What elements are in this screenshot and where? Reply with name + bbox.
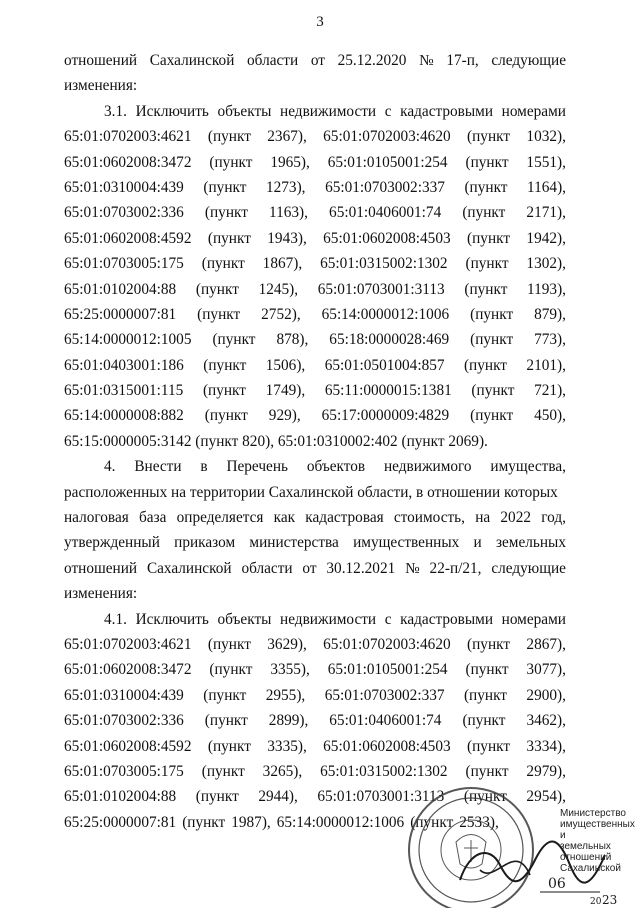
- word: 3335),: [267, 737, 307, 755]
- word: Сахалинской: [146, 559, 232, 577]
- word: имущественных: [353, 534, 460, 552]
- text-line: [64, 277, 566, 302]
- word: 1193),: [527, 280, 566, 298]
- text-line: [64, 454, 566, 479]
- word: 1032),: [526, 128, 566, 146]
- word: номерами: [501, 610, 566, 628]
- word: 65:01:0702003:4621: [64, 128, 192, 146]
- word: 65:01:0602008:4503: [323, 737, 451, 755]
- text-line: [64, 302, 566, 327]
- word: 65:14:0000012:1006: [321, 305, 450, 323]
- word: (пункт: [467, 229, 511, 247]
- text-line: [64, 480, 566, 505]
- text-line: [64, 683, 566, 708]
- word: 65:01:0703001:3113: [317, 788, 445, 806]
- word: 3265),: [262, 762, 303, 780]
- word: 2955),: [265, 686, 306, 704]
- text-line: [64, 403, 566, 428]
- word: от: [310, 52, 325, 69]
- word: расположенных на территории Сахалинской области, в отношении которых: [64, 483, 558, 501]
- word: 65:14:0000008:882: [64, 407, 184, 425]
- word: 30.12.2021: [326, 559, 396, 577]
- word: 65:01:0406001:74: [329, 204, 442, 222]
- word: 3629),: [267, 635, 307, 653]
- text-line: [64, 48, 566, 73]
- text-line: [64, 200, 566, 225]
- word: 721),: [534, 382, 566, 400]
- text-line: [64, 175, 566, 200]
- text-line: [64, 429, 566, 454]
- word: 2899),: [268, 712, 309, 730]
- word: изменения:: [64, 585, 138, 603]
- word: отношений: [64, 559, 138, 577]
- word: 2900),: [526, 686, 566, 704]
- svg-text:06: 06: [548, 876, 566, 892]
- word: (пункт: [410, 813, 454, 831]
- text-line: [64, 99, 566, 124]
- text-line: [64, 632, 566, 657]
- word: 65:01:0105001:254: [327, 661, 448, 679]
- word: 2867),: [526, 635, 566, 653]
- word: (пункт: [207, 128, 251, 146]
- word: (пункт: [467, 635, 511, 653]
- word: земельных: [495, 534, 566, 552]
- text-line: [64, 581, 566, 606]
- word: (пункт: [203, 178, 247, 196]
- word: (пункт: [209, 661, 253, 679]
- word: определяется: [176, 509, 264, 527]
- word: №: [419, 52, 434, 69]
- word: 1273),: [265, 178, 306, 196]
- word: Сахалинской: [149, 52, 235, 69]
- text-line: [64, 378, 566, 403]
- word: 65:01:0703005:175: [64, 762, 184, 780]
- word: (пункт: [201, 255, 245, 273]
- text-line: [64, 530, 566, 555]
- word: кадастровыми: [400, 610, 494, 628]
- word: 65:01:0102004:88: [64, 280, 177, 298]
- word: 1987),: [231, 813, 271, 831]
- word: недвижимости: [280, 102, 377, 120]
- word: 2101),: [526, 356, 566, 374]
- word: 65:25:0000007:81: [64, 813, 177, 831]
- word: (пункт: [207, 635, 251, 653]
- word: 450),: [534, 407, 566, 425]
- word: (пункт: [465, 661, 509, 679]
- word: объекты: [217, 102, 272, 120]
- word: (пункт: [195, 788, 239, 806]
- word: следующие: [491, 52, 566, 69]
- word: 65:01:0403001:186: [64, 356, 184, 374]
- text-line: [64, 353, 566, 378]
- word: (пункт: [464, 178, 508, 196]
- word: 1942),: [526, 229, 566, 247]
- word: 929),: [268, 407, 301, 425]
- word: (пункт: [463, 788, 507, 806]
- word: 773),: [534, 331, 566, 349]
- word: приказом: [174, 534, 236, 552]
- word: 1943),: [267, 229, 307, 247]
- word: (пункт: [201, 762, 245, 780]
- svg-text:20: 20: [590, 897, 602, 907]
- word: 65:01:0315001:115: [64, 382, 184, 400]
- word: недвижимого: [383, 458, 472, 476]
- text-line: [64, 226, 566, 251]
- text-line: [64, 607, 566, 632]
- word: 65:01:0702003:4621: [64, 635, 192, 653]
- word: Внести: [134, 458, 182, 476]
- stamp-caption: [560, 808, 640, 874]
- word: 2979),: [526, 762, 566, 780]
- word: (пункт: [464, 280, 508, 298]
- word: 65:14:0000012:1006: [276, 813, 405, 831]
- text-line: [64, 556, 566, 581]
- word: 4.: [104, 458, 116, 476]
- text-line: [64, 657, 566, 682]
- word: 2752),: [261, 305, 301, 323]
- word: 1163),: [269, 204, 308, 222]
- page-number: 3: [316, 14, 324, 30]
- word: 65:01:0602008:3472: [64, 153, 192, 171]
- word: области: [241, 559, 293, 577]
- word: следующие: [491, 559, 566, 577]
- word: и: [473, 534, 482, 552]
- word: 65:01:0703002:336: [64, 204, 184, 222]
- word: (пункт: [203, 686, 247, 704]
- svg-text:23: 23: [602, 893, 618, 907]
- word: 65:01:0703002:337: [325, 178, 445, 196]
- word: 65:01:0602008:4592: [64, 737, 192, 755]
- word: (пункт: [470, 331, 514, 349]
- word: 65:01:0602008:4592: [64, 229, 192, 247]
- word: 65:01:0602008:3472: [64, 661, 192, 679]
- word: 1164),: [527, 178, 566, 196]
- word: (пункт: [204, 712, 248, 730]
- word: отношений: [64, 52, 138, 69]
- word: объектов: [306, 458, 366, 476]
- word: 879),: [534, 305, 566, 323]
- word: (пункт: [465, 762, 509, 780]
- word: 2367),: [267, 128, 307, 146]
- word: 1551),: [526, 153, 566, 171]
- word: 65:11:0000015:1381: [324, 382, 452, 400]
- word: имущества,: [490, 458, 566, 476]
- word: (пункт: [471, 382, 515, 400]
- word: в: [200, 458, 208, 476]
- word: год,: [541, 509, 566, 527]
- word: 65:01:0315002:1302: [320, 762, 448, 780]
- word: 2022: [500, 509, 531, 527]
- word: 3334),: [526, 737, 566, 755]
- stamp-line: земельных отношений Сахалинской: [560, 841, 621, 874]
- word: как: [273, 509, 296, 527]
- word: 65:01:0501004:857: [324, 356, 445, 374]
- word: 17-п,: [446, 52, 479, 69]
- word: 2171),: [526, 204, 566, 222]
- text-line: [64, 505, 566, 530]
- word: (пункт: [202, 382, 246, 400]
- word: 22-п/21,: [429, 559, 482, 577]
- word: (пункт: [182, 813, 226, 831]
- stamp-line: Министерство имущественных и: [560, 808, 635, 841]
- word: 65:17:0000009:4829: [321, 407, 450, 425]
- word: (пункт: [463, 686, 507, 704]
- word: (пункт: [462, 712, 506, 730]
- word: (пункт: [470, 407, 514, 425]
- word: (пункт: [467, 128, 511, 146]
- word: 1867),: [262, 255, 303, 273]
- word: (пункт: [465, 255, 509, 273]
- word: (пункт: [467, 737, 511, 755]
- word: 65:01:0310004:439: [64, 686, 184, 704]
- word: 65:01:0315002:1302: [320, 255, 448, 273]
- text-line: [64, 708, 566, 733]
- word: 4.1.: [104, 610, 127, 628]
- word: 1245),: [258, 280, 299, 298]
- word: министерства: [249, 534, 339, 552]
- word: 65:14:0000012:1005: [64, 331, 192, 349]
- word: кадастровыми: [400, 102, 494, 120]
- word: 65:01:0105001:254: [327, 153, 448, 171]
- word: на: [475, 509, 491, 527]
- word: 65:01:0406001:74: [329, 712, 442, 730]
- word: (пункт: [197, 305, 241, 323]
- word: (пункт: [465, 153, 509, 171]
- word: (пункт: [203, 356, 247, 374]
- word: 65:18:0000028:469: [329, 331, 450, 349]
- word: 3.1.: [104, 102, 127, 120]
- word: Исключить: [135, 610, 209, 628]
- text-line: [64, 124, 566, 149]
- word: 65:01:0702003:4620: [323, 128, 451, 146]
- word: объекты: [217, 610, 272, 628]
- word: 65:01:0703002:337: [324, 686, 445, 704]
- word: (пункт: [212, 331, 256, 349]
- text-line: [64, 150, 566, 175]
- word: (пункт: [462, 204, 506, 222]
- word: (пункт: [207, 229, 251, 247]
- word: номерами: [501, 102, 566, 120]
- word: 3462),: [526, 712, 566, 730]
- word: 3355),: [270, 661, 310, 679]
- word: с: [384, 610, 392, 628]
- word: налоговая: [64, 509, 129, 527]
- word: 65:01:0602008:4503: [323, 229, 451, 247]
- word: №: [405, 559, 420, 577]
- word: кадастровая: [305, 509, 384, 527]
- word: 2944),: [258, 788, 298, 806]
- word: 65:01:0702003:4620: [323, 635, 451, 653]
- word: (пункт: [204, 407, 248, 425]
- word: (пункт: [470, 305, 514, 323]
- document-body: [64, 48, 566, 835]
- word: (пункт: [195, 280, 239, 298]
- word: 65:01:0703002:336: [64, 712, 184, 730]
- word: 65:25:0000007:81: [64, 305, 177, 323]
- word: 65:01:0703001:3113: [317, 280, 445, 298]
- word: 2954),: [526, 788, 566, 806]
- text-line: [64, 734, 566, 759]
- word: 65:01:0310004:439: [64, 178, 184, 196]
- word: 3077),: [526, 661, 566, 679]
- word: утвержденный: [64, 534, 160, 552]
- word: база: [139, 509, 167, 527]
- word: 1302),: [526, 255, 566, 273]
- text-line: [64, 73, 566, 98]
- word: 878),: [276, 331, 309, 349]
- word: от: [302, 559, 317, 577]
- text-line: [64, 251, 566, 276]
- word: 1965),: [270, 153, 310, 171]
- word: (пункт: [207, 737, 251, 755]
- word: Исключить: [135, 102, 209, 120]
- word: 65:15:0000005:3142 (пункт 820), 65:01:0310002:402 (пункт 2069).: [64, 432, 488, 450]
- word: (пункт: [204, 204, 248, 222]
- word: 1506),: [265, 356, 306, 374]
- word: 65:01:0703005:175: [64, 255, 184, 273]
- word: стоимость,: [393, 509, 465, 527]
- text-line: [64, 327, 566, 352]
- word: Перечень: [226, 458, 288, 476]
- word: (пункт: [463, 356, 507, 374]
- word: области: [247, 52, 299, 69]
- word: 65:01:0102004:88: [64, 788, 177, 806]
- word: 25.12.2020: [337, 52, 407, 69]
- word: недвижимости: [280, 610, 377, 628]
- word: с: [384, 102, 392, 120]
- word: (пункт: [209, 153, 253, 171]
- word: изменения:: [64, 77, 138, 95]
- word: 1749),: [265, 382, 306, 400]
- word: 2533),: [459, 813, 499, 831]
